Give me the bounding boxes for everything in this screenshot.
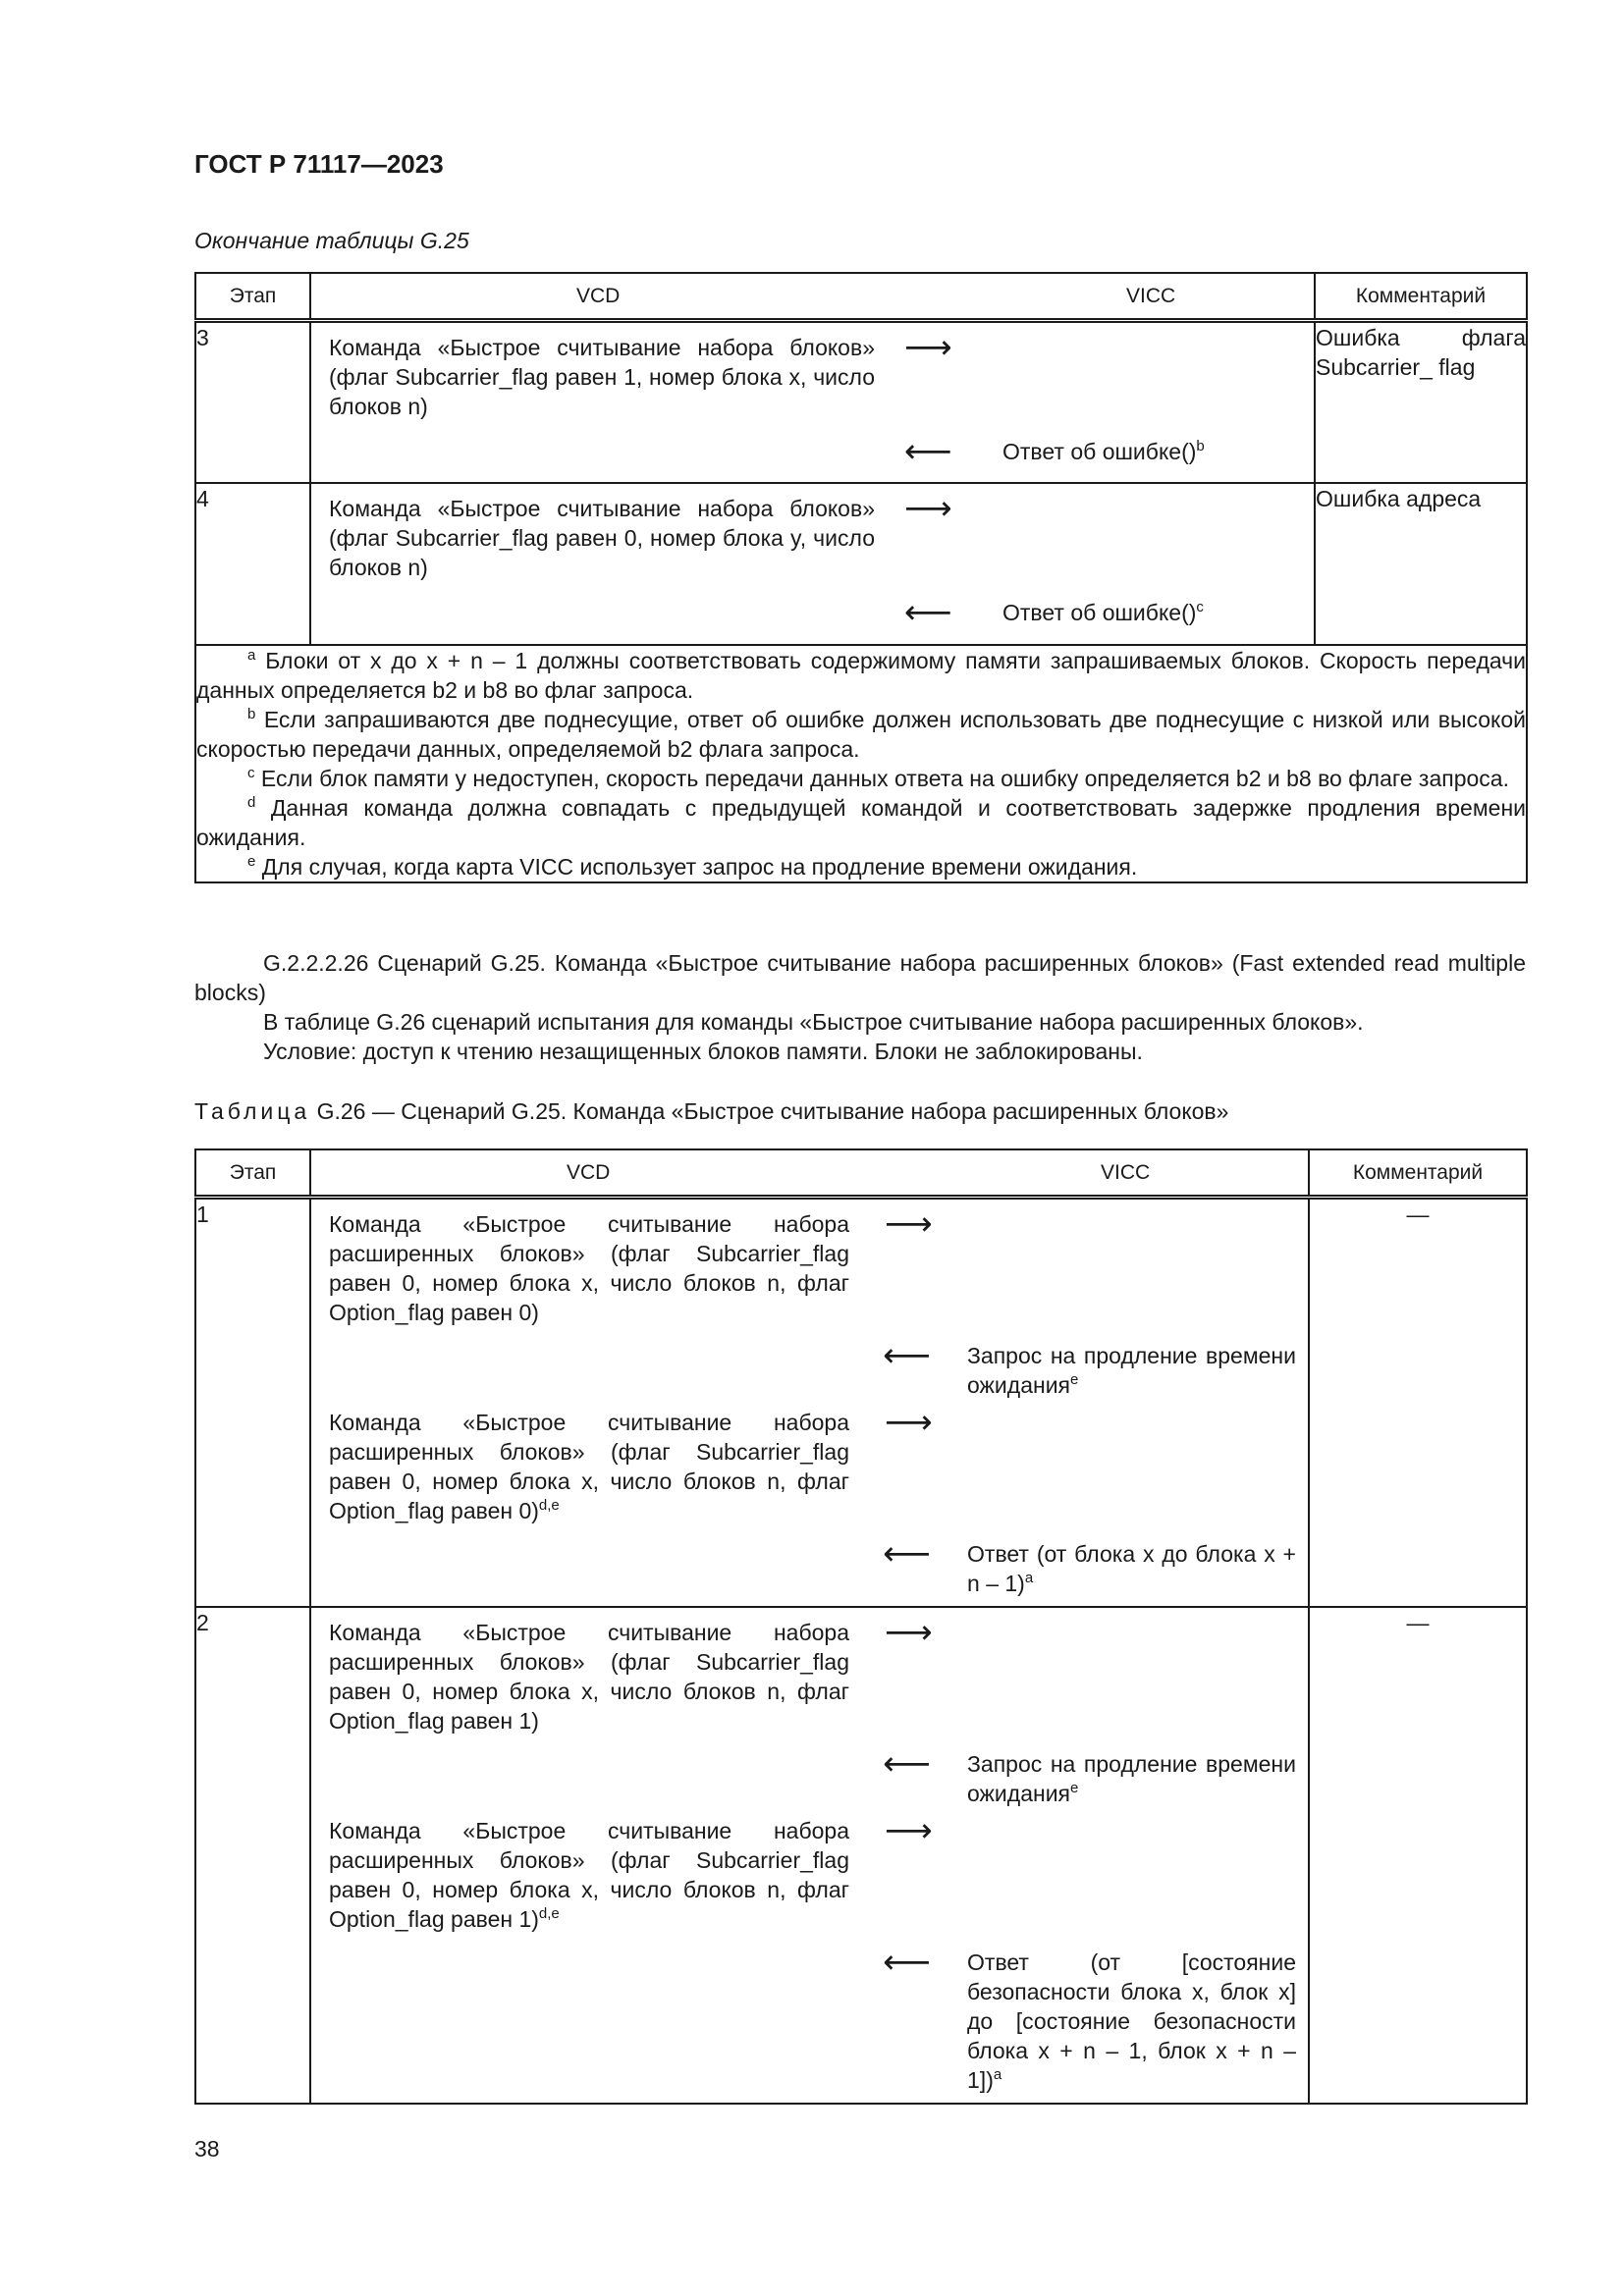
table-row bbox=[195, 1607, 1527, 2104]
vcd-command: Команда «Быстрое считывание набора блоков» (флаг Subcarrier_flag равен 1, номер блока x, число блоков n) bbox=[329, 335, 875, 419]
arrow-right-icon: ⟶ bbox=[885, 1812, 933, 1849]
section-heading: G.2.2.2.26 Сценарий G.25. Команда «Быстрое считывание набора расширенных блоков» (Fast extended read multiple blocks) bbox=[194, 950, 1526, 1005]
arrow-left-icon: ⟵ bbox=[883, 1337, 932, 1374]
footnote: $^d$ Данная команда должна совпадать с предыдущей командой и соответствовать задержке продления времени ожидания. bbox=[196, 793, 1526, 850]
section-condition: Условие: доступ к чтению незащищенных блоков памяти. Блоки не заблокированы. bbox=[263, 1039, 1143, 1064]
arrow-left-icon: ⟵ bbox=[883, 1745, 932, 1783]
vicc-response: Ответ (от блока x до блока x + n – 1)$^a$ bbox=[967, 1541, 1296, 1596]
header-comment: Комментарий bbox=[1309, 1149, 1527, 1198]
arrow-left-icon: ⟵ bbox=[883, 1535, 932, 1573]
vicc-response: Запрос на продление времени ожидания$^e$ bbox=[967, 1751, 1296, 1806]
vicc-response: Ответ (от [состояние безопасности блока x, блок x] до [состояние безопасности блока x + n – 1, блок x + n – 1])$^a$ bbox=[967, 1949, 1296, 2093]
arrow-right-icon: ⟶ bbox=[904, 329, 952, 366]
footnote: $^e$ Для случая, когда карта VICC использует запрос на продление времени ожидания. bbox=[247, 852, 1138, 880]
table-row bbox=[195, 321, 1527, 483]
arrow-right-icon: ⟶ bbox=[885, 1404, 933, 1441]
header-vcd-vicc bbox=[310, 1149, 1309, 1198]
table26-caption: Таблица G.26 — Сценарий G.25. Команда «Быстрое считывание набора расширенных блоков» bbox=[194, 1098, 1229, 1124]
vcd-command: Команда «Быстрое считывание набора расширенных блоков» (флаг Subcarrier_flag равен 0, номер блока x, число блоков n, флаг Option_flag равен 1)$^{d,e}$ bbox=[329, 1818, 849, 1932]
footnote-ref: e bbox=[1070, 1371, 1079, 1388]
arrow-left-icon: ⟵ bbox=[883, 1944, 932, 1981]
footnote-ref: b bbox=[1196, 438, 1205, 454]
header-step: Этап bbox=[195, 1149, 310, 1198]
exchange-cell bbox=[310, 1198, 1309, 1608]
document-header: ГОСТ Р 71117—2023 bbox=[194, 149, 444, 179]
vicc-response: Ответ об ошибке()$^b$ bbox=[1002, 438, 1205, 464]
exchange-cell bbox=[310, 321, 1315, 483]
footnote-ref: e bbox=[1070, 1780, 1079, 1796]
exchange-cell bbox=[310, 1607, 1309, 2104]
arrow-right-icon: ⟶ bbox=[904, 489, 952, 527]
header-vicc: VICC bbox=[1126, 285, 1176, 307]
footnote: $^b$ Если запрашиваются две поднесущие, ответ об ошибке должен использовать две поднесущие с низкой или высокой скоростью передачи данных, определяемой b2 флага запроса. bbox=[196, 705, 1527, 762]
header-comment: Комментарий bbox=[1315, 273, 1527, 321]
vcd-command: Команда «Быстрое считывание набора блоков» (флаг Subcarrier_flag равен 0, номер блока y, число блоков n) bbox=[329, 495, 875, 580]
footnotes-row bbox=[195, 645, 1527, 882]
header-vicc: VICC bbox=[1101, 1161, 1151, 1184]
comment-cell: — bbox=[1309, 1198, 1527, 1608]
vicc-response: Ответ об ошибке()$^c$ bbox=[1002, 598, 1204, 625]
table-g26 bbox=[194, 1148, 1528, 2105]
header-step: Этап bbox=[195, 273, 310, 321]
vicc-response: Запрос на продление времени ожидания$^e$ bbox=[967, 1343, 1296, 1398]
table-g25 bbox=[194, 272, 1528, 883]
footnote-ref: a bbox=[993, 2066, 1002, 2083]
table-row bbox=[195, 483, 1527, 645]
step-number: 2 bbox=[195, 1607, 310, 2104]
header-vcd: VCD bbox=[567, 1161, 611, 1184]
arrow-right-icon: ⟶ bbox=[885, 1614, 933, 1651]
table-header-row bbox=[195, 273, 1527, 321]
section-intro: В таблице G.26 сценарий испытания для команды «Быстрое считывание набора расширенных блоков». bbox=[263, 1009, 1364, 1035]
step-number: 4 bbox=[195, 483, 310, 645]
footnote-ref: c bbox=[1196, 598, 1204, 615]
vcd-command: Команда «Быстрое считывание набора расширенных блоков» (флаг Subcarrier_flag равен 0, номер блока x, число блоков n, флаг Option_flag равен 0)$^{d,e}$ bbox=[329, 1410, 849, 1523]
footnotes bbox=[195, 645, 1527, 882]
vcd-command: Команда «Быстрое считывание набора расширенных блоков» (флаг Subcarrier_flag равен 0, номер блока x, число блоков n, флаг Option_flag равен 0) bbox=[329, 1211, 849, 1325]
step-number: 3 bbox=[195, 321, 310, 483]
header-vcd-vicc bbox=[310, 273, 1315, 321]
arrow-left-icon: ⟵ bbox=[904, 593, 952, 631]
footnote-ref: d,e bbox=[538, 1497, 560, 1514]
footnote-ref: a bbox=[1024, 1570, 1034, 1586]
comment-cell: — bbox=[1309, 1607, 1527, 2104]
footnote: $^a$ Блоки от x до x + n – 1 должны соответствовать содержимому памяти запрашиваемых блоков. Скорость передачи данных определяется b2 и b8 во флаг запроса. bbox=[196, 646, 1527, 703]
exchange-cell bbox=[310, 483, 1315, 645]
step-number: 1 bbox=[195, 1198, 310, 1608]
header-vcd: VCD bbox=[576, 285, 621, 307]
comment-cell: Ошибка адреса bbox=[1315, 483, 1527, 645]
comment-cell: Ошибка флага Subcarrier_ flag bbox=[1315, 321, 1527, 483]
vcd-command: Команда «Быстрое считывание набора расширенных блоков» (флаг Subcarrier_flag равен 0, номер блока x, число блоков n, флаг Option_flag равен 1) bbox=[329, 1620, 849, 1734]
table-header-row bbox=[195, 1149, 1527, 1198]
page-number: 38 bbox=[194, 2136, 220, 2162]
arrow-left-icon: ⟵ bbox=[904, 433, 952, 470]
table25-continuation-caption: Окончание таблицы G.25 bbox=[194, 228, 469, 253]
footnote: $^c$ Если блок памяти y недоступен, скорость передачи данных ответа на ошибку определяется b2 и b8 во флаге запроса. bbox=[247, 764, 1509, 791]
table-row bbox=[195, 1198, 1527, 1608]
footnote-ref: d,e bbox=[538, 1905, 560, 1922]
arrow-right-icon: ⟶ bbox=[885, 1205, 933, 1243]
